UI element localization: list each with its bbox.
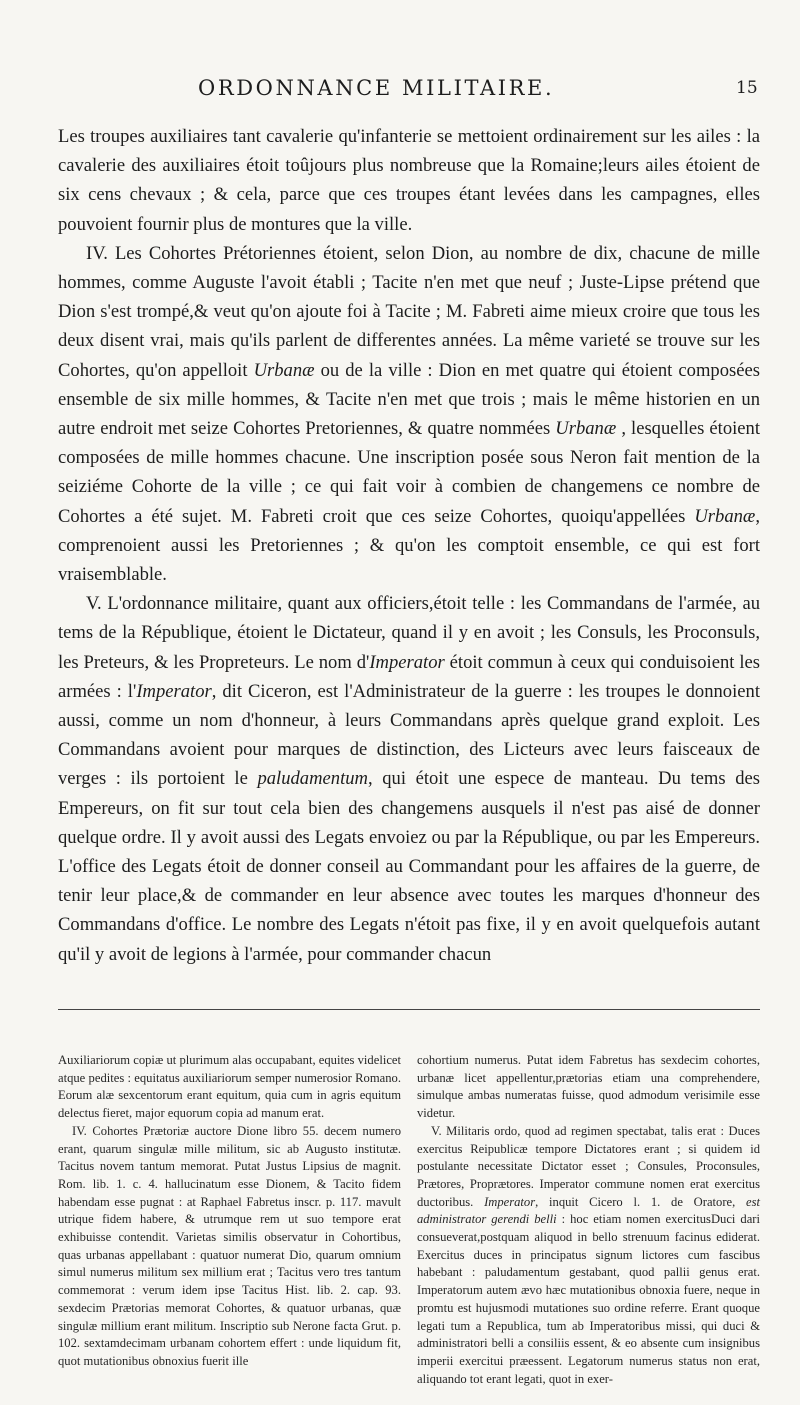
footnote-text: , inquit Cicero l. 1. de Oratore, [535,1194,746,1209]
paragraph-text: étoit commun à ceux qui conduisoient les armées : l' [58,651,760,702]
paragraph-text: , qui étoit une espece de manteau. Du tems des Empereurs, on fit sur tout cela bien des changemens ausquels il n'est pas aisé de donner quelque ordre. Il y avoit aussi des Legats envoiez ou par la République, ou par les Empereurs. L'office des Legats étoit de donner conseil au Commandant pour les affaires de la guerre, de tenir leur place,& de commander en leur absence avec toutes les marques d'honneur des Commandans d'office. Le nombre des Legats n'étoit pas fixe, il y en avoit quelquefois autant qu'il y avoit de legions à l'armée, pour commander chacun [58,768,760,965]
footnote-divider [58,1009,760,1010]
footnote-text: V. Militaris ordo, quod ad regimen spectabat, talis erat : Duces exercitus Reipublicæ tempore Dictatores erant ; si quidem id postulante necessitate Dictator esset ; Consules, Proconsules, Prætores, Proprætores. Imperator commune nomen erat exercitus ductoribus. [417,1123,760,1209]
paragraph-text: , comprenoient aussi les Pretoriennes ; & qu'on les comptoit ensemble, ce qui est fort vraisemblable. [58,505,760,586]
italic-term: Imperator [136,680,212,702]
running-head [0,72,800,108]
running-title: ORDONNANCE MILITAIRE. [198,76,555,100]
footnote-paragraph: cohortium numerus. Putat idem Fabretus has sexdecim cohortes, urbanæ licet appellentur,prætorias etiam una comprehendere, simulque ambas numeratas fuisse, quod admodum verisimile esse videtur. [417,1053,760,1121]
paragraph-text: IV. Les Cohortes Prétoriennes étoient, selon Dion, au nombre de dix, chacune de mille hommes, comme Auguste l'avoit établi ; Tacite n'en met que neuf ; Juste-Lipse prétend que Dion s'est trompé,& veut qu'on ajoute foi à Tacite ; M. Fabreti aime mieux croire que tous les deux disent vrai, mais qu'ils parlent de differentes années. La même varieté se trouve sur les Cohortes, qu'on appelloit [58,242,760,381]
footnote-column-left [58,1052,401,1388]
italic-term: Urbanæ [694,505,756,527]
paragraph-auxiliaries: Les troupes auxiliaires tant cavalerie qu'infanterie se mettoient ordinairement sur les ailes : la cavalerie des auxiliaires étoit toûjours plus nombreuse que la Romaine;leurs ailes étoient de six cens chevaux ; & cela, parce que ces troupes étant levées dans les campagnes, elles pouvoient fournir plus de montures que la ville. [58,126,760,235]
footnote-paragraph [417,1123,760,1389]
footnote-column-right [417,1052,760,1388]
footnotes [58,1052,760,1388]
italic-term: paludamentum [257,768,368,790]
paragraph-praetorian-cohorts [58,239,760,589]
paragraph-text: ou de la ville : Dion en met quatre qui étoient composées ensemble de six mille hommes, & Tacite n'en met que trois ; mais le même historien en un autre endroit met seize Cohortes Pretoriennes, & quatre nommées [58,359,760,440]
main-text [58,122,760,969]
paragraph-text: V. L'ordonnance militaire, quant aux officiers,étoit telle : les Commandans de l'armée, au tems de la République, étoient le Dictateur, quand il y en avoit ; les Consuls, les Proconsuls, les Preteurs, & les Propreteurs. Le nom d' [58,593,760,673]
italic-term: Imperator [484,1194,536,1209]
italic-term: Urbanæ [253,359,315,381]
footnote-text: : hoc etiam nomen exercitusDuci dari consueverat,postquam aliquod in bello strenuum facinus ediderat. Exercitus duces in principatus signum lictores cum fascibus habebant : paludamentum gestabant, quod pallii genus erat. Imperatorum autem ævo hæc mutationibus obnoxia fuere, neque in promtu est hujusmodi mutationes suo ordine referre. Erant quoque legati tum a Republica, tum ab Imperatoribus missi, qui duci & administratori belli a consiliis essent, & eo absente cum insignibus imperii exercitui præessent. Legatorum numerus status non erat, aliquando tot erant legati, quot in exer- [417,1212,760,1386]
paragraph-text: , dit Ciceron, est l'Administrateur de la guerre : les troupes le donnoient aussi, comme un nom d'honneur, à leurs Commandans après quelque grand exploit. Les Commandans avoient pour marques de distinction, des Licteurs avec leurs faisceaux de verges : ils portoient le [58,680,760,790]
footnote-paragraph: Auxiliariorum copiæ ut plurimum alas occupabant, equites videlicet atque pedites : equitatus auxiliariorum semper numerosior Romano. Eorum alæ sexcentorum erant equitum, quia cum in agris equitum delectus fieret, major equorum copia ad manum erat. [58,1053,401,1121]
italic-quote: est administrator gerendi belli [417,1194,760,1227]
italic-term: Urbanæ [555,418,617,440]
footnote-paragraph: IV. Cohortes Prætoriæ auctore Dione libro 55. decem numero erant, quarum singulæ mille militum, sic ab Augusto institutæ. Tacitus novem tantum memorat. Putat Justus Lipsius de magnit. Rom. lib. 1. c. 4. hallucinatum esse Dionem, & Tacito fidem habendam esse pugnat : at Raphael Fabretus inscr. p. 117. mavult utrique fidem habere, & utrumque rem ut suo tempore erat exhibuisse contendit. Varietas similis observatur in Cohortibus, quas urbanas appellabant : quatuor numerat Dio, quarum omnium simul numerus militum sex millium erat ; Tacitus vero tres tantum commemorat : verum idem ipse Tacitus Hist. lib. 2. cap. 93. sexdecim Prætorias memorat Cohortes, & quatuor urbanas, quæ singulæ millium erant militum. Inscriptio sub Nerone facta Grut. p. 102. sextamdecimam urbanam cohortem effert : unde liquidum fit, quot mutationibus obnoxius fuerit ille [58,1123,401,1368]
paragraph-text: , lesquelles étoient composées de mille hommes chacune. Une inscription posée sous Neron fait mention de la seiziéme Cohorte de la ville ; ce qui fait voir à combien de changemens ce nombre de Cohortes a été sujet. M. Fabreti croit que ces seize Cohortes, quoiqu'appellées [58,418,761,527]
paragraph-military-order [58,589,760,969]
italic-term: Imperator [369,651,445,673]
page-number: 15 [736,78,758,98]
